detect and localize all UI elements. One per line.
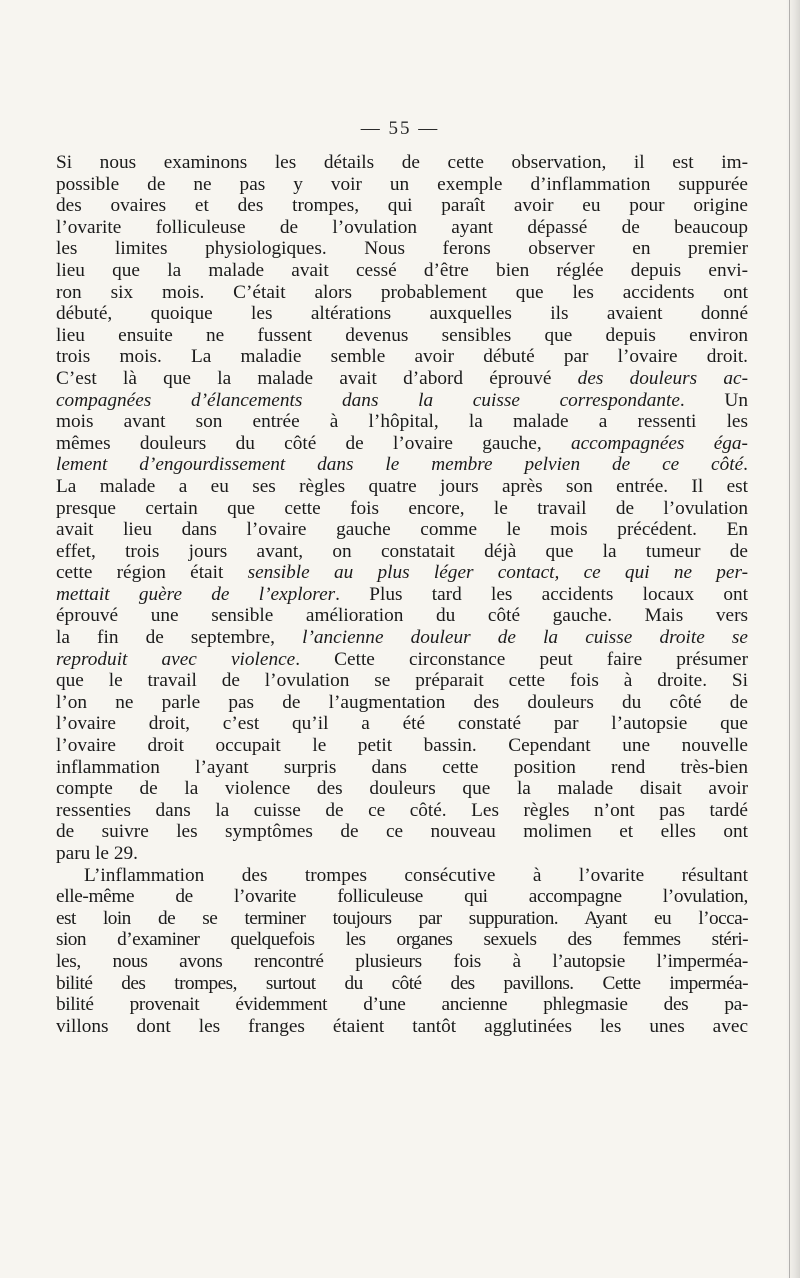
- page-edge-line: [789, 0, 790, 1278]
- text-segment: presque certain que cette fois encore, le travail de l’ovulation: [56, 497, 748, 519]
- text-line: [56, 649, 748, 671]
- text-segment: l’on ne parle pas de l’augmentation des douleurs du côté de: [56, 691, 748, 713]
- text-segment: l’ovarite folliculeuse de l’ovulation ayant dépassé de beaucoup: [56, 216, 748, 238]
- text-line: [56, 476, 748, 498]
- text-line: [56, 843, 748, 865]
- text-segment: ron six mois. C’était alors probablement que les accidents ont: [56, 281, 748, 303]
- text-line: [56, 519, 748, 541]
- text-line: [56, 973, 748, 995]
- text-line: [56, 562, 748, 584]
- text-line: [56, 865, 748, 887]
- text-segment: les, nous avons rencontré plusieurs fois à l’autopsie l’imperméa-: [56, 950, 748, 972]
- text-segment: paru le 29.: [56, 843, 138, 864]
- text-line: [56, 584, 748, 606]
- text-segment: de suivre les symptômes de ce nouveau molimen et elles ont: [56, 821, 748, 843]
- text-segment: mêmes douleurs du côté de l’ovaire gauche,: [56, 432, 571, 454]
- text-segment: . Cette circonstance peut faire présumer: [295, 648, 748, 670]
- text-segment: trois mois. La maladie semble avoir débuté par l’ovaire droit.: [56, 346, 748, 368]
- text-line: [56, 627, 748, 649]
- text-segment: mois avant son entrée à l’hôpital, la malade a ressenti les: [56, 411, 748, 433]
- text-segment: inflammation l’ayant surpris dans cette position rend très-bien: [56, 756, 748, 778]
- text-line: [56, 778, 748, 800]
- text-segment: compte de la violence des douleurs que la malade disait avoir: [56, 778, 748, 800]
- text-segment: ressenties dans la cuisse de ce côté. Les règles n’ont pas tardé: [56, 799, 748, 821]
- page-number: — 55 —: [360, 118, 440, 139]
- italic-segment: accompagnées éga-: [570, 432, 748, 454]
- text-segment: des ovaires et des trompes, qui paraît avoir eu pour origine: [56, 195, 748, 217]
- body-text: [56, 152, 748, 1037]
- text-line: [56, 929, 748, 951]
- text-line: [56, 692, 748, 714]
- text-segment: lieu ensuite ne fussent devenus sensibles que depuis environ: [56, 324, 748, 346]
- text-segment: les limites physiologiques. Nous ferons observer en premier: [56, 238, 748, 260]
- text-segment: . Plus tard les accidents locaux ont: [335, 583, 748, 605]
- text-line: [56, 454, 748, 476]
- text-segment: que le travail de l’ovulation se préparait cette fois à droite. Si: [56, 670, 748, 692]
- text-segment: C’est là que la malade avait d’abord éprouvé: [56, 367, 578, 389]
- text-segment: . Un: [679, 389, 748, 411]
- text-line: [56, 195, 748, 217]
- text-line: [56, 951, 748, 973]
- text-line: [56, 152, 748, 174]
- text-segment: La malade a eu ses règles quatre jours après son entrée. Il est: [56, 475, 748, 497]
- text-line: [56, 260, 748, 282]
- text-line: [56, 541, 748, 563]
- text-segment: lieu que la malade avait cessé d’être bien réglée depuis envi-: [56, 259, 748, 281]
- text-segment: avait lieu dans l’ovaire gauche comme le mois précédent. En: [56, 519, 748, 541]
- text-line: [56, 411, 748, 433]
- text-segment: l’ovaire droit, c’est qu’il a été constaté par l’autopsie que: [56, 713, 748, 735]
- text-segment: possible de ne pas y voir un exemple d’inflammation suppurée: [56, 173, 748, 195]
- text-line: [56, 433, 748, 455]
- text-line: [56, 735, 748, 757]
- text-segment: est loin de se terminer toujours par suppuration. Ayant eu l’occa-: [56, 907, 748, 929]
- text-segment: Si nous examinons les détails de cette observation, il est im-: [56, 152, 748, 173]
- text-segment: .: [743, 454, 748, 476]
- text-line: [56, 886, 748, 908]
- italic-segment: des douleurs ac-: [577, 367, 748, 389]
- text-line: [56, 713, 748, 735]
- text-line: [56, 390, 748, 412]
- text-line: [56, 174, 748, 196]
- text-line: [56, 282, 748, 304]
- text-line: [56, 498, 748, 520]
- text-line: [56, 800, 748, 822]
- italic-segment: reproduit avec violence: [56, 648, 296, 670]
- text-line: [56, 908, 748, 930]
- text-segment: éprouvé une sensible amélioration du côté gauche. Mais vers: [56, 605, 748, 627]
- text-line: [56, 821, 748, 843]
- text-segment: villons dont les franges étaient tantôt agglutinées les unes avec: [56, 1015, 748, 1037]
- text-line: [56, 238, 748, 260]
- text-line: [56, 757, 748, 779]
- text-segment: cette région était: [56, 562, 248, 584]
- italic-segment: mettait guère de l’explorer: [56, 583, 336, 605]
- text-segment: elle-même de l’ovarite folliculeuse qui accompagne l’ovulation,: [56, 886, 748, 908]
- text-segment: la fin de septembre,: [56, 627, 303, 649]
- italic-segment: lement d’engourdissement dans le membre pelvien de ce côté: [56, 454, 744, 476]
- text-segment: L’inflammation des trompes consécutive à l’ovarite résultant: [84, 864, 748, 886]
- text-line: [56, 217, 748, 239]
- text-line: [56, 368, 748, 390]
- text-line: [56, 303, 748, 325]
- text-segment: effet, trois jours avant, on constatait déjà que la tumeur de: [56, 540, 748, 562]
- text-segment: l’ovaire droit occupait le petit bassin. Cependant une nouvelle: [56, 735, 748, 757]
- text-line: [56, 1016, 748, 1038]
- italic-segment: sensible au plus léger contact, ce qui ne per-: [247, 562, 748, 584]
- text-line: [56, 325, 748, 347]
- text-segment: bilité des trompes, surtout du côté des pavillons. Cette imperméa-: [56, 972, 748, 994]
- text-line: [56, 605, 748, 627]
- text-line: [56, 346, 748, 368]
- italic-segment: l’ancienne douleur de la cuisse droite se: [302, 627, 748, 649]
- text-segment: débuté, quoique les altérations auxquelles ils avaient donné: [56, 303, 748, 325]
- text-segment: bilité provenait évidemment d’une ancienne phlegmasie des pa-: [56, 994, 748, 1016]
- text-line: [56, 670, 748, 692]
- text-line: [56, 994, 748, 1016]
- text-segment: sion d’examiner quelquefois les organes sexuels des femmes stéri-: [56, 929, 748, 951]
- italic-segment: compagnées d’élancements dans la cuisse correspondante: [56, 389, 680, 411]
